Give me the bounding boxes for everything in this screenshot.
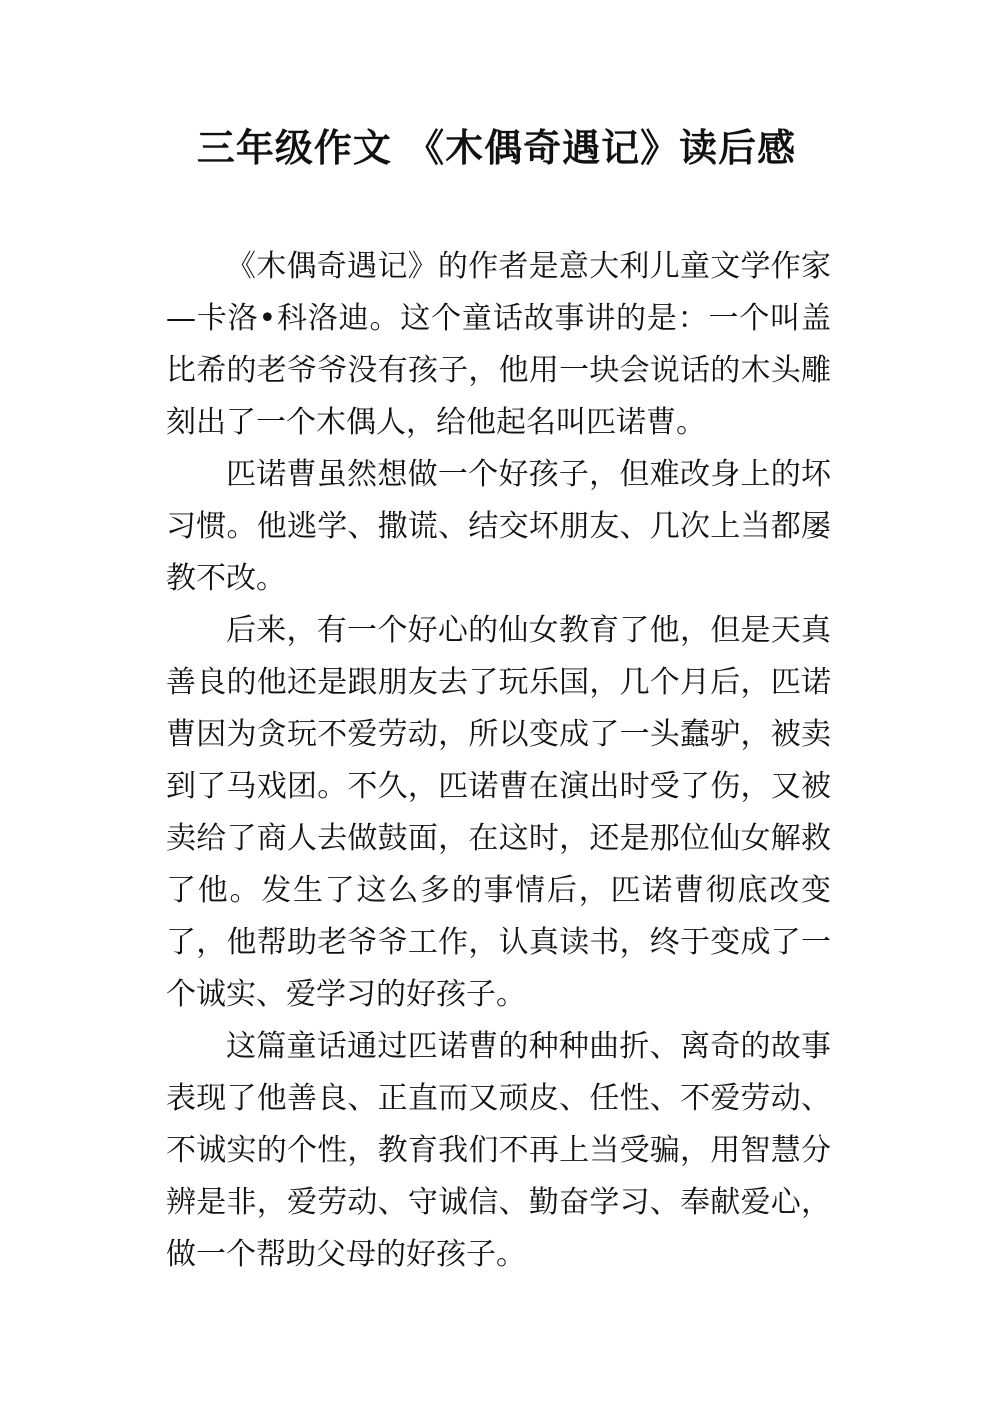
- paragraph-3: 后来，有一个好心的仙女教育了他，但是天真善良的他还是跟朋友去了玩乐国，几个月后，匹诺曹因为贪玩不爱劳动，所以变成了一头蠢驴，被卖到了马戏团。不久，匹诺曹在演出时受了伤，又被卖给了商人去做鼓面，在这时，还是那位仙女解救了他。发生了这么多的事情后，匹诺曹彻底改变了，他帮助老爷爷工作，认真读书，终于变成了一个诚实、爱学习的好孩子。: [166, 613, 831, 1012]
- paragraph-1: 《木偶奇遇记》的作者是意大利儿童文学作家—卡洛•科洛迪。这个童话故事讲的是：一个叫盖比希的老爷爷没有孩子，他用一块会说话的木头雕刻出了一个木偶人，给他起名叫匹诺曹。: [166, 249, 831, 440]
- paragraph-4: 这篇童话通过匹诺曹的种种曲折、离奇的故事表现了他善良、正直而又顽皮、任性、不爱劳动、不诚实的个性，教育我们不再上当受骗，用智慧分辨是非，爱劳动、守诚信、勤奋学习、奉献爱心，做一个帮助父母的好孩子。: [166, 1029, 831, 1272]
- paragraph-2: 匹诺曹虽然想做一个好孩子，但难改身上的坏习惯。他逃学、撒谎、结交坏朋友、几次上当都屡教不改。: [166, 457, 831, 596]
- essay-body: [166, 241, 831, 1281]
- page-title: 三年级作文 《木偶奇遇记》读后感: [196, 126, 797, 170]
